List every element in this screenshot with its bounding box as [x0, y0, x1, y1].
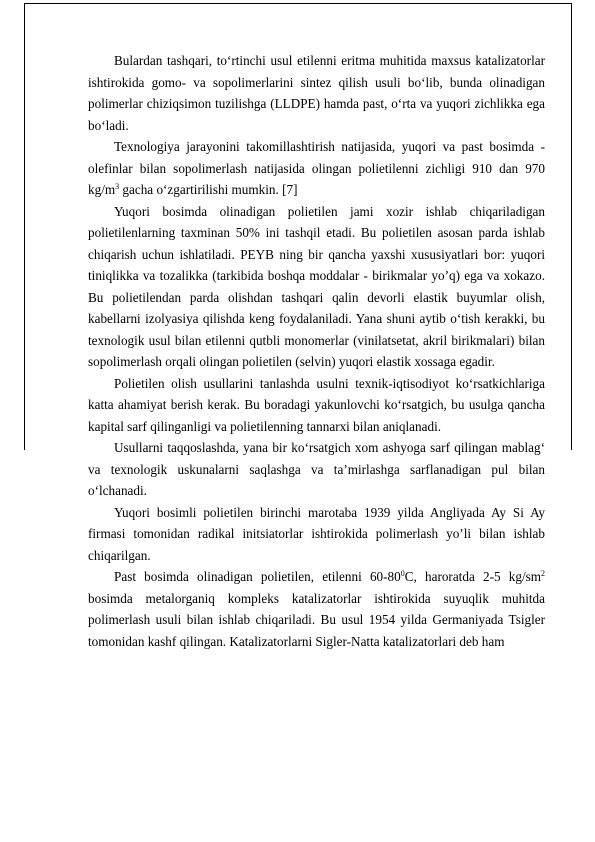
paragraph-3: Yuqori bosimda olinadigan polietilen jami xozir ishlab chiqariladigan polietilenlarning taxminan 50% ini tashqil etadi. Bu polietilen asosan parda ishlab chiqarish uchun ishlatiladi. PEYB ning bir qancha yaxshi xususiyatlari bor: yuqori tiniqlikka va tozalikka (tarkibida boshqa moddalar - birikmalar yo’q) ega va xokazo. Bu polietilendan parda olishdan tashqari qalin devorli elastik buyumlar olish, kabellarni izolyasiya qilishda keng foydalaniladi. Yana shuni aytib o‘tish kerakki, bu texnologik usul bilan etilenni qutbli monomerlar (vinilatsetat, akril birikmalari) bilan sopolimerlash orqali olingan polietilen (selvin) yuqori elastik xossaga egadir.: [88, 203, 545, 369]
paragraph-2: Texnologiya jarayonini takomillashtirish natijasida, yuqori va past bosimda -olefinlar bilan sopolimerlash natijasida olingan polietilenni zichligi 910 dan 970 $kg/m^3$ gacha o‘zgartirilishi mumkin. [7]: [88, 139, 545, 197]
paragraph-1: Bulardan tashqari, to‘rtinchi usul etilenni eritma muhitida maxsus katalizatorlar ishtirokida gomo- va sopolimerlarini sintez qilish usuli bo‘lib, bunda olinadigan polimerlar chiziqsimon tuzilishga (LLDPE) hamda past, o‘rta va yuqori zichlikka ega bo‘ladi.: [88, 53, 545, 133]
paragraph-7: Past bosimda olinadigan polietilen, etilenni $60-80^0C$, haroratda 2-5 $kg/sm^2$ bosimda metalorganiq kompleks katalizatorlar ishtirokida suyuqlik muhitda polimerlash usuli bilan ishlab chiqariladi. Bu usul 1954 yilda Germaniyada Tsigler tomonidan kashf qilingan. Katalizatorlarni Sigler-Natta katalizatorlari deb ham: [88, 569, 545, 649]
paragraph-6: Yuqori bosimli polietilen birinchi marotaba 1939 yilda Angliyada Ay Si Ay firmasi tomonidan radikal initsiatorlar ishtirokida polimerlash yo’li bilan ishlab chiqarilgan.: [88, 504, 545, 563]
document-body: [88, 50, 545, 652]
paragraph-5: Usullarni taqqoslashda, yana bir ko‘rsatgich xom ashyoga sarf qilingan mablag‘ va texnologik uskunalarni saqlashga va ta’mirlashga sarflanadigan pul bilan o‘lchanadi.: [88, 440, 545, 498]
paragraph-4: Polietilen olish usullarini tanlashda usulni texnik-iqtisodiyot ko‘rsatkichlariga katta ahamiyat berish kerak. Bu boradagi yakunlovchi ko‘rsatgich, bu usulga qancha kapital sarf qilinganligi va polietilenning tannarxi bilan aniqlanadi.: [88, 375, 545, 434]
